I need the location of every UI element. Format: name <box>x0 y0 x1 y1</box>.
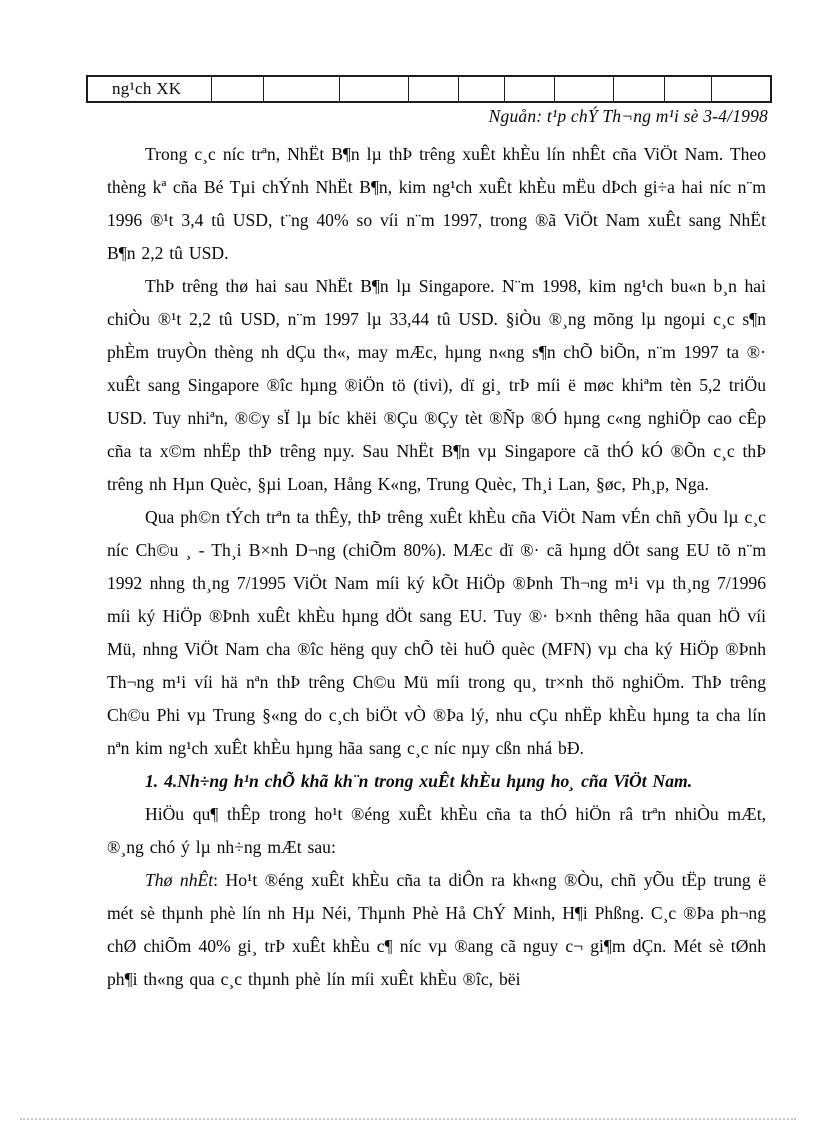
paragraph-lead-italic: Thø nhÊt <box>145 870 214 890</box>
table-fragment-row <box>86 75 772 103</box>
paragraph <box>107 864 766 996</box>
table-cell-label: ng¹ch XK <box>88 77 212 101</box>
source-citation: Nguån: t¹p chÝ Th¬ng m¹i sè 3-4/1998 <box>488 106 768 126</box>
paragraph: HiÖu qu¶ thÊp trong ho¹t ®éng xuÊt khÈu cña ta thÓ hiÖn râ trªn nhiÒu mÆt, ®¸ng chó ý lµ nh÷ng mÆt sau: <box>107 804 766 857</box>
paragraph: Qua ph©n tÝch trªn ta thÊy, thÞ trêng xuÊt khÈu cña ViÖt Nam vÉn chñ yÕu lµ c¸c níc Ch©u ¸ - Th¸i B×nh D¬ng (chiÕm 80%). MÆc dï ®· cã hµng dÖt sang EU tõ n¨m 1992 nhng th¸ng 7/1995 ViÖt Nam míi ký kÕt HiÖp ®Þnh Th¬ng m¹i vµ th¸ng 7/1996 míi ký HiÖp ®Þnh xuÊt khÈu hµng dÖt sang EU. Tuy ®· b×nh thêng hãa quan hÖ víi Mü, nhng ViÖt Nam cha ®îc hëng quy chÕ tèi huÖ quèc (MFN) vµ cha ký HiÖp ®Þnh Th¬ng m¹i víi hä nªn thÞ trêng Ch©u Mü míi trong qu¸ tr×nh thö nghiÖm. ThÞ trêng Ch©u Phi vµ Trung §«ng do c¸ch biÖt vÒ ®Þa lý, nhu cÇu nhËp khÈu hµng ta cha lín nªn kim ng¹ch xuÊt khÈu hµng hãa sang c¸c níc nµy cßn nhá bÐ. <box>107 507 766 758</box>
table-cell-empty <box>409 77 459 101</box>
paragraph: ThÞ trêng thø hai sau NhËt B¶n lµ Singapore. N¨m 1998, kim ng¹ch bu«n b¸n hai chiÒu ®¹t 2,2 tû USD, n¨m 1997 lµ 33,44 tû USD. §iÒu ®¸ng mõng lµ ngoµi c¸c s¶n phÈm truyÒn thèng nh dÇu th«, may mÆc, hµng n«ng s¶n chÕ biÕn, n¨m 1997 ta ®· xuÊt sang Singapore ®îc hµng ®iÖn tö (tivi), dï gi¸ trÞ míi ë møc khiªm tèn 5,2 triÖu USD. Tuy nhiªn, ®©y sÏ lµ bíc khëi ®Çu ®Çy tèt ®Ñp ®Ó hµng c«ng nghiÖp cao cÊp cña ta x©m nhËp thÞ trêng nµy. Sau NhËt B¶n vµ Singapore cã thÓ kÓ ®Õn c¸c thÞ trêng nh Hµn Quèc, §µi Loan, Hång K«ng, Trung Quèc, Th¸i Lan, §øc, Ph¸p, Nga. <box>107 276 766 494</box>
table-cell-empty <box>264 77 340 101</box>
document-body <box>107 138 766 996</box>
table-cell-empty <box>555 77 614 101</box>
table-cell-empty <box>340 77 409 101</box>
page-break-dotted-line <box>20 1118 796 1120</box>
table-cell-empty <box>665 77 712 101</box>
paragraph-text: : Ho¹t ®éng xuÊt khÈu cña ta diÔn ra kh«ng ®Òu, chñ yÕu tËp trung ë mét sè thµnh phè lín nh Hµ Néi, Thµnh Phè Hå ChÝ Minh, H¶i Phßng. C¸c ®Þa ph¬ng chØ chiÕm 40% gi¸ trÞ xuÊt khÈu c¶ níc vµ ®ang cã nguy c¬ gi¶m dÇn. Mét sè tØnh ph¶i th«ng qua c¸c thµnh phè lín míi xuÊt khÈu ®îc, bëi <box>107 870 766 989</box>
table-cell-empty <box>505 77 555 101</box>
paragraph: Trong c¸c níc trªn, NhËt B¶n lµ thÞ trêng xuÊt khÈu lín nhÊt cña ViÖt Nam. Theo thèng kª cña Bé Tµi chÝnh NhËt B¶n, kim ng¹ch xuÊt khÈu mËu dÞch gi÷a hai níc n¨m 1996 ®¹t 3,4 tû USD, t¨ng 40% so víi n¨m 1997, trong ®ã ViÖt Nam xuÊt sang NhËt B¶n 2,2 tû USD. <box>107 144 766 263</box>
table-cell-empty <box>712 77 770 101</box>
table-cell-empty <box>212 77 264 101</box>
section-heading: 1. 4.Nh÷ng h¹n chÕ khã kh¨n trong xuÊt khÈu hµng ho¸ cña ViÖt Nam. <box>145 771 693 791</box>
table-cell-empty <box>614 77 665 101</box>
table-cell-empty <box>459 77 505 101</box>
